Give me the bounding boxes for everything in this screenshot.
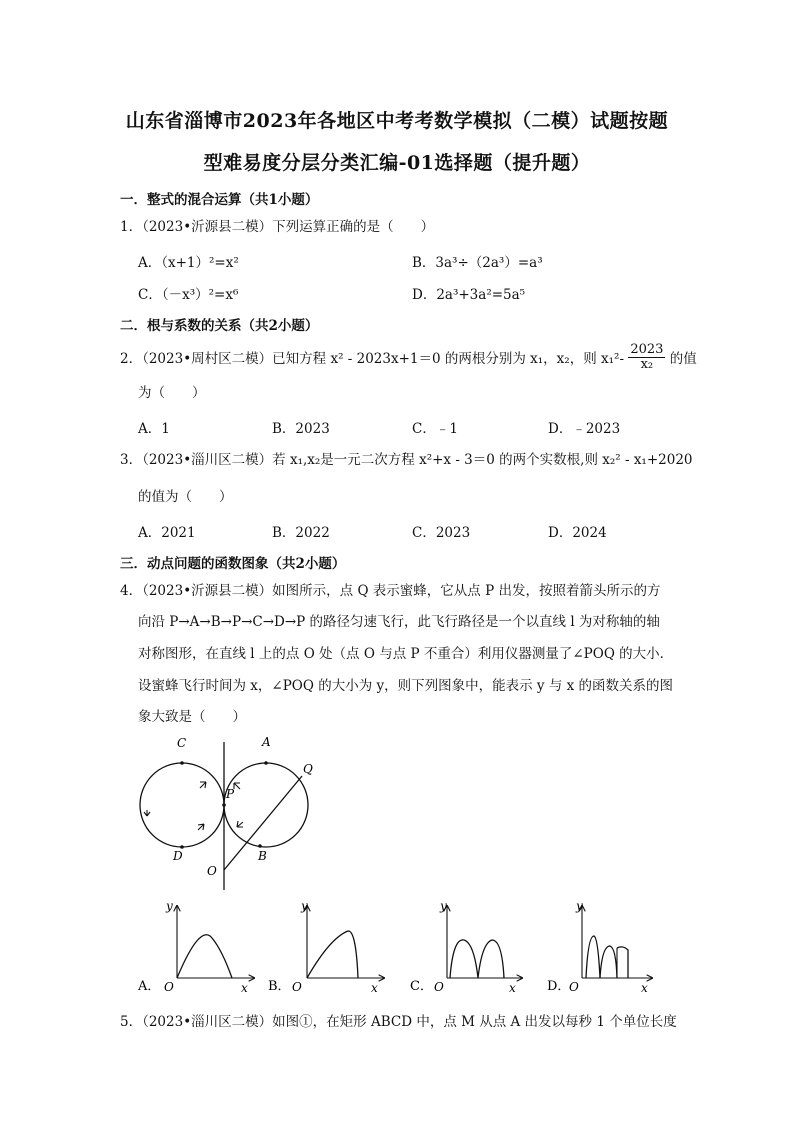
q2-fraction-numerator: 2023 xyxy=(630,342,664,357)
q3-option-d: D．2024 xyxy=(548,525,607,541)
section-heading: 一．整式的混合运算（共1小题） xyxy=(120,192,319,208)
question-5-stem: 5．（2023•淄川区二模）如图①，在矩形 ABCD 中，点 M 从点 A 出发以每秒 1 个单位长度 xyxy=(120,1014,677,1030)
label-q: Q xyxy=(303,762,313,776)
graph-d xyxy=(547,899,652,995)
origin-label: O xyxy=(292,980,302,994)
q2-option-b: B．2023 xyxy=(272,421,330,437)
question-1-stem: 1．（2023•沂源县二模）下列运算正确的是（ ） xyxy=(120,219,435,235)
q2-option-d: D．﹣2023 xyxy=(548,421,621,437)
q1-option-a: A．（x+1）²=x² xyxy=(138,255,239,271)
arrow-icon xyxy=(200,782,206,788)
q2-fraction-denominator: x₂ xyxy=(640,357,654,372)
point-b xyxy=(258,844,262,848)
q3-expression: x₂² - x₁+2020 xyxy=(602,452,693,468)
q3-text: 3．（2023•淄川区二模）若 x₁,x₂是一元二次方程 x²+x - 3＝0 的两个实数根,则 xyxy=(120,452,598,468)
graph-a xyxy=(137,899,254,995)
axis-x-label: x xyxy=(371,981,378,995)
graph-c xyxy=(410,899,522,995)
axis-x-label: x xyxy=(509,981,516,995)
graph-d-label: D． xyxy=(547,979,571,994)
point-c xyxy=(180,761,184,765)
origin-label: O xyxy=(569,980,579,994)
label-a: A xyxy=(262,735,271,749)
question-4-line3: 对称图形，在直线 l 上的点 O 处（点 O 与点 P 不重合）利用仪器测量了∠POQ 的大小． xyxy=(138,646,674,662)
q1-option-b: B．3a³÷（2a³）=a³ xyxy=(412,255,543,271)
question-2-stem xyxy=(120,342,697,374)
point-a xyxy=(264,761,268,765)
q3-option-b: B．2022 xyxy=(272,525,330,541)
axis-y-label: y xyxy=(576,899,583,913)
q2-lead: x₁²- xyxy=(601,351,625,367)
bee-path-figure xyxy=(120,730,340,895)
q2-option-c: C．﹣1 xyxy=(412,421,458,437)
answer-graphs xyxy=(120,898,700,998)
origin-label: O xyxy=(434,980,444,994)
question-4-line2: 向沿 P→A→B→P→C→D→P 的路径匀速飞行，此飞行路径是一个以直线 l 为对称轴的轴 xyxy=(138,614,660,630)
q2-text-tail: 的值 xyxy=(669,351,697,367)
graph-c-label: C． xyxy=(410,979,433,994)
graph-b xyxy=(268,899,384,995)
origin-label: O xyxy=(164,980,174,994)
q1-option-c: C．（－x³）²=x⁶ xyxy=(138,287,239,303)
q1-option-d: D．2a³+3a²=5a⁵ xyxy=(412,287,526,303)
q2-text: 2．（2023•周村区二模）已知方程 x² - 2023x+1＝0 的两根分别为 x₁，x₂，则 xyxy=(120,351,597,367)
q3-option-a: A．2021 xyxy=(138,525,196,541)
arrow-icon xyxy=(198,824,204,830)
section-heading: 二．根与系数的关系（共2小题） xyxy=(120,318,319,334)
graph-a-label: A． xyxy=(138,979,161,994)
point-p xyxy=(222,803,226,807)
arrow-icon xyxy=(237,821,243,827)
question-4-line4: 设蜜蜂飞行时间为 x，∠POQ 的大小为 y，则下列图象中，能表示 y 与 x 的函数关系的图 xyxy=(138,678,674,694)
right-circle xyxy=(224,763,308,847)
question-2-stem-cont: 为（ ） xyxy=(138,385,206,401)
label-p: P xyxy=(226,787,235,801)
page-title-line2: 型难易度分层分类汇编-01选择题（提升题） xyxy=(203,152,591,174)
q2-option-a: A．1 xyxy=(138,421,170,437)
axis-y-label: y xyxy=(301,899,308,913)
page-title-line1: 山东省淄博市2023年各地区中考考数学模拟（二模）试题按题 xyxy=(125,110,669,132)
arrow-icon xyxy=(234,783,240,789)
label-b: B xyxy=(258,849,267,863)
label-o: O xyxy=(207,864,217,878)
label-c: C xyxy=(177,736,187,750)
axis-y-label: y xyxy=(440,899,447,913)
axis-x-label: x xyxy=(641,981,648,995)
question-4-line5: 象大致是（ ） xyxy=(138,709,246,725)
left-circle xyxy=(140,763,224,847)
question-3-stem-cont: 的值为（ ） xyxy=(138,489,233,505)
axis-y-label: y xyxy=(166,899,173,913)
label-d: D xyxy=(173,849,183,863)
question-3-stem xyxy=(120,452,693,468)
q3-option-c: C．2023 xyxy=(412,525,471,541)
axis-x-label: x xyxy=(241,981,248,995)
arrow-icon xyxy=(144,810,150,816)
section-heading: 三．动点问题的函数图象（共2小题） xyxy=(120,556,346,572)
question-4-line1: 4．（2023•沂源县二模）如图所示，点 Q 表示蜜蜂，它从点 P 出发，按照着箭头所示的方 xyxy=(120,583,661,599)
q2-fraction xyxy=(628,343,665,372)
graph-b-label: B． xyxy=(268,979,291,994)
